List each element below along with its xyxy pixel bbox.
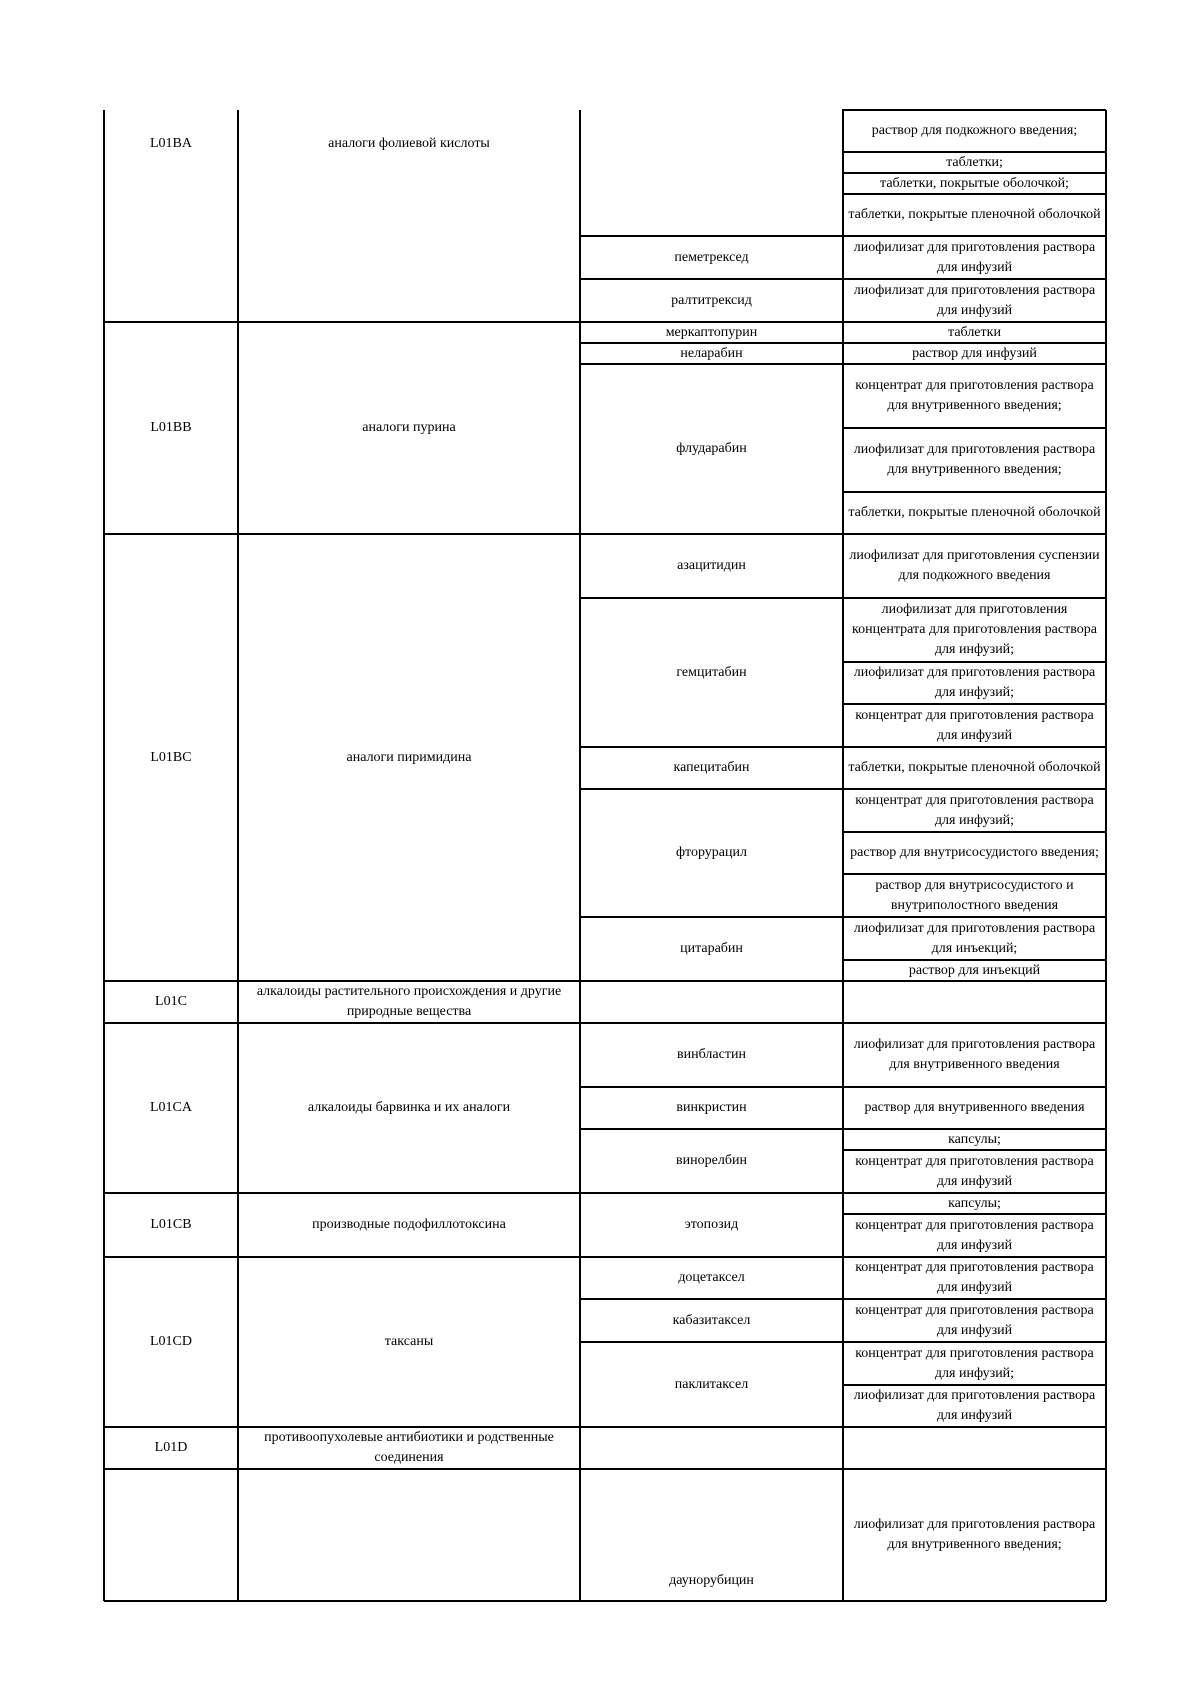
drug-name [580,110,843,236]
atc-code: L01BB [150,420,192,435]
dosage-form: таблетки; [946,154,1003,170]
dosage-form: концентрат для приготовления раствора для внутривенного введения; [855,378,1094,413]
atc-code: L01C [155,994,187,1009]
atc-code: L01CA [150,1100,192,1115]
dosage-form: таблетки, покрытые пленочной оболочкой [848,760,1101,775]
dosage-form: лиофилизат для приготовления раствора для инъекций; [853,920,1096,956]
atc-code: L01CD [150,1334,192,1349]
drug-name: цитарабин [680,941,743,956]
group-name: аналоги пиримидина [346,749,472,765]
dosage-form: лиофилизат для приготовления раствора для инфузий [853,282,1096,318]
dosage-form: раствор для подкожного введения; [871,123,1078,138]
group-name: аналоги пурина [362,420,456,435]
table-rule [843,172,1106,174]
drug-name: капецитабин [673,760,750,775]
table-rule [843,151,1106,153]
drug-name: винбластин [677,1047,746,1062]
drug-name: гемцитабин [676,664,747,680]
table-rule [843,703,1106,705]
group-name: алкалоиды барвинка и их аналоги [307,1100,511,1115]
atc-code: L01BC [150,749,192,765]
dosage-form: концентрат для приготовления раствора для инфузий; [855,1345,1094,1381]
drug-name: меркаптопурин [665,324,758,340]
atc-code: L01CB [150,1217,192,1232]
drug-name: кабазитаксел [672,1312,751,1328]
group-name: противоопухолевые антибиотики и родственные соединения [264,1430,554,1465]
dosage-form: лиофилизат для приготовления раствора для внутривенного введения [853,1037,1096,1072]
group-name [238,1469,580,1601]
group-name: производные подофиллотоксина [312,1217,506,1232]
group-name: аналоги фолиевой кислоты [328,136,490,151]
group-name: алкалоиды растительного происхождения и другие природные вещества [256,984,562,1019]
dosage-form: раствор для инъекций [908,962,1041,978]
table-rule [843,831,1106,833]
drug-name: доцетаксел [678,1270,745,1285]
dosage-form: лиофилизат для приготовления раствора для внутривенного введения; [853,1517,1096,1552]
dosage-form: раствор для инфузий [912,345,1037,361]
drug-name: даунорубицин [669,1573,754,1588]
drug-name: паклитаксел [674,1376,749,1392]
drug-name: азацитидин [677,558,746,573]
drug-name: винкристин [676,1100,747,1115]
table-rule [843,1384,1106,1386]
dosage-form: концентрат для приготовления раствора для инфузий [855,707,1094,743]
dosage-form: концентрат для приготовления раствора для инфузий [855,1217,1094,1253]
dosage-form: капсулы; [948,1195,1001,1211]
dosage-form: лиофилизат для приготовления раствора для инфузий [853,1388,1096,1423]
drug-name: флударабин [676,441,747,456]
drug-name: пеметрексед [674,249,749,265]
drug-name: ралтитрексид [671,292,752,308]
dosage-form: таблетки, покрытые пленочной оболочкой [848,207,1101,222]
dosage-form: концентрат для приготовления раствора для инфузий [855,1302,1094,1338]
atc-code: L01BA [150,136,192,151]
dosage-form: лиофилизат для приготовления концентрата для приготовления раствора для инфузий; [852,602,1097,657]
dosage-form: лиофилизат для приготовления раствора для инфузий [853,239,1096,275]
drug-name: этопозид [684,1217,739,1232]
dosage-form: таблетки, покрытые пленочной оболочкой [848,505,1101,520]
table-rule [843,193,1106,195]
group-name: таксаны [384,1334,434,1349]
atc-code: L01D [154,1440,188,1455]
table-rule [843,427,1106,429]
dosage-form: раствор для внутрисосудистого введения; [850,845,1099,860]
table-rule [843,1213,1106,1215]
drug-name: винорелбин [676,1153,747,1168]
dosage-form: лиофилизат для приготовления суспензии для подкожного введения [849,548,1100,583]
dosage-form: концентрат для приготовления раствора для инфузий [855,1153,1094,1189]
dosage-form: концентрат для приготовления раствора для инфузий; [855,792,1094,828]
dosage-form: таблетки, покрытые оболочкой; [880,175,1069,191]
dosage-form: таблетки [948,324,1001,340]
dosage-form: лиофилизат для приготовления раствора для внутривенного введения; [853,442,1096,477]
drug-name: фторурацил [675,845,747,860]
atc-code [104,1469,238,1601]
table-rule [843,873,1106,875]
table-rule [843,491,1106,493]
table-rule [843,661,1106,663]
dosage-form: раствор для внутривенного введения [864,1100,1085,1115]
table-rule [843,1149,1106,1151]
dosage-form: лиофилизат для приготовления раствора для инфузий; [853,665,1096,700]
dosage-form: концентрат для приготовления раствора для инфузий [855,1260,1094,1295]
dosage-form: капсулы; [948,1131,1001,1147]
dosage-form: раствор для внутрисосудистого и внутриполостного введения [875,877,1074,913]
table-rule [843,959,1106,961]
drug-name: неларабин [680,345,743,361]
